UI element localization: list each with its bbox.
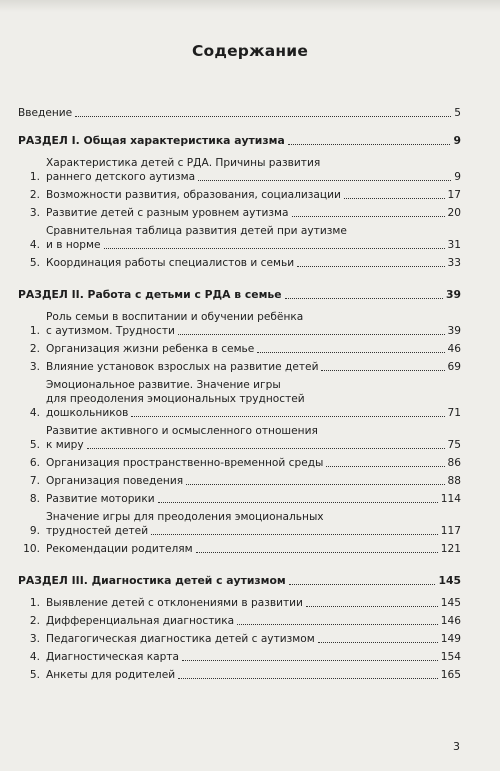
entry-title: Координация работы специалистов и семьи: [46, 257, 295, 269]
entry-title: Анкеты для родителей: [46, 669, 176, 681]
dot-leader: [196, 552, 438, 553]
dot-leader: [198, 180, 451, 181]
dot-leader: [306, 606, 438, 607]
dot-leader: [75, 116, 451, 117]
entry-number: 1.: [29, 171, 40, 183]
dot-leader: [186, 484, 444, 485]
section-heading: [18, 574, 461, 588]
entry-page: 5: [454, 107, 461, 119]
page-title: Содержание: [191, 42, 309, 60]
dot-leader: [87, 448, 445, 449]
spacer: [18, 560, 461, 574]
toc-entry: [18, 156, 461, 184]
entry-title: Развитие активного и осмысленного отношения: [46, 425, 318, 437]
entry-title: Педагогическая диагностика детей с аутизмом: [46, 633, 315, 645]
entry-page: 145: [440, 597, 461, 609]
entry-page: 46: [447, 343, 461, 355]
toc-entry: [18, 310, 461, 338]
dot-leader: [151, 534, 438, 535]
entry-number: 8.: [29, 493, 40, 505]
spacer: [18, 302, 461, 310]
dot-leader: [178, 678, 438, 679]
entry-title: Эмоциональное развитие. Значение игры: [46, 379, 281, 391]
entry-number: 1.: [29, 597, 40, 609]
entry-title: Введение: [18, 107, 73, 119]
entry-page: 154: [440, 651, 461, 663]
entry-page: 117: [440, 525, 461, 537]
entry-title: Организация жизни ребенка в семье: [46, 343, 255, 355]
entry-page: 20: [447, 207, 461, 219]
toc-entry: [18, 188, 461, 202]
entry-title: Сравнительная таблица развития детей при аутизме: [46, 225, 347, 237]
entry-number: 6.: [29, 457, 40, 469]
entry-page: 9: [454, 171, 461, 183]
dot-leader: [318, 642, 438, 643]
dot-leader: [158, 502, 438, 503]
entry-title: раннего детского аутизма: [46, 171, 196, 183]
toc-entry: [18, 474, 461, 488]
dot-leader: [344, 198, 445, 199]
toc-entry: [18, 256, 461, 270]
spacer: [18, 686, 461, 700]
dot-leader: [288, 144, 451, 145]
dot-leader: [326, 466, 444, 467]
spacer: [18, 120, 461, 134]
toc-entry: [18, 456, 461, 470]
entry-title: Развитие моторики: [46, 493, 155, 505]
dot-leader: [289, 584, 436, 585]
entry-page: 69: [447, 361, 461, 373]
entry-number: 3.: [29, 207, 40, 219]
entry-page: 149: [440, 633, 461, 645]
entry-number: 5.: [29, 257, 40, 269]
top-edge-shadow: [0, 0, 500, 12]
entry-page: 39: [447, 325, 461, 337]
entry-page: 71: [447, 407, 461, 419]
dot-leader: [178, 334, 445, 335]
entry-page: 121: [440, 543, 461, 555]
toc-entry: [18, 424, 461, 452]
section-heading: [18, 134, 461, 148]
dot-leader: [285, 298, 443, 299]
entry-title: РАЗДЕЛ II. Работа с детьми с РДА в семье: [18, 288, 282, 301]
entry-title: к миру: [46, 439, 84, 451]
entry-page: 86: [447, 457, 461, 469]
entry-page: 114: [440, 493, 461, 505]
entry-number: 3.: [29, 633, 40, 645]
entry-page: 31: [447, 239, 461, 251]
entry-number: 1.: [29, 325, 40, 337]
entry-title: РАЗДЕЛ I. Общая характеристика аутизма: [18, 134, 285, 147]
entry-title: Возможности развития, образования, социализации: [46, 189, 341, 201]
spacer: [18, 588, 461, 596]
dot-leader: [292, 216, 445, 217]
toc-entry: [18, 668, 461, 682]
spacer: [18, 148, 461, 156]
entry-title: Характеристика детей с РДА. Причины развития: [46, 157, 321, 169]
entry-title: Значение игры для преодоления эмоциональных: [46, 511, 324, 523]
entry-number: 10.: [23, 543, 40, 555]
toc-entry: [18, 342, 461, 356]
entry-number: 4.: [29, 407, 40, 419]
entry-title: Рекомендации родителям: [46, 543, 193, 555]
entry-title: Дифференциальная диагностика: [46, 615, 235, 627]
toc-intro: [18, 106, 461, 120]
toc-entry: [18, 614, 461, 628]
entry-title: трудностей детей: [46, 525, 149, 537]
entry-number: 2.: [29, 343, 40, 355]
page-number: 3: [453, 740, 460, 753]
entry-title: Влияние установок взрослых на развитие детей: [46, 361, 319, 373]
entry-page: 9: [453, 134, 461, 147]
entry-number: 5.: [29, 439, 40, 451]
entry-title: Выявление детей с отклонениями в развитии: [46, 597, 303, 609]
entry-number: 2.: [29, 189, 40, 201]
entry-title: Развитие детей с разным уровнем аутизма: [46, 207, 289, 219]
dot-leader: [257, 352, 444, 353]
entry-page: 145: [438, 574, 461, 587]
entry-title: и в норме: [46, 239, 101, 251]
toc-entry: [18, 360, 461, 374]
entry-title: дошкольников: [46, 407, 129, 419]
entry-number: 9.: [29, 525, 40, 537]
toc-entry: [18, 510, 461, 538]
table-of-contents: [18, 106, 461, 700]
entry-page: 33: [447, 257, 461, 269]
entry-title: Организация поведения: [46, 475, 184, 487]
entry-number: 5.: [29, 669, 40, 681]
entry-number: 4.: [29, 239, 40, 251]
entry-page: 17: [447, 189, 461, 201]
toc-entry: [18, 650, 461, 664]
entry-number: 4.: [29, 651, 40, 663]
dot-leader: [321, 370, 444, 371]
toc-entry: [18, 542, 461, 556]
entry-page: 75: [447, 439, 461, 451]
entry-number: 7.: [29, 475, 40, 487]
entry-title: Роль семьи в воспитании и обучении ребёнка: [46, 311, 304, 323]
toc-entry: [18, 596, 461, 610]
entry-page: 165: [440, 669, 461, 681]
section-heading: [18, 288, 461, 302]
spacer: [18, 274, 461, 288]
entry-title: РАЗДЕЛ III. Диагностика детей с аутизмом: [18, 574, 286, 587]
toc-entry: [18, 632, 461, 646]
dot-leader: [104, 248, 445, 249]
entry-page: 39: [445, 288, 461, 301]
toc-entry: [18, 492, 461, 506]
toc-entry: [18, 378, 461, 420]
entry-title: для преодоления эмоциональных трудностей: [46, 393, 305, 405]
entry-number: 2.: [29, 615, 40, 627]
dot-leader: [237, 624, 438, 625]
entry-title: Организация пространственно-временной среды: [46, 457, 324, 469]
entry-number: 3.: [29, 361, 40, 373]
entry-title: Диагностическая карта: [46, 651, 180, 663]
dot-leader: [297, 266, 444, 267]
entry-title: с аутизмом. Трудности: [46, 325, 175, 337]
dot-leader: [131, 416, 444, 417]
toc-entry: [18, 206, 461, 220]
entry-page: 146: [440, 615, 461, 627]
toc-entry: [18, 224, 461, 252]
dot-leader: [182, 660, 438, 661]
entry-page: 88: [447, 475, 461, 487]
